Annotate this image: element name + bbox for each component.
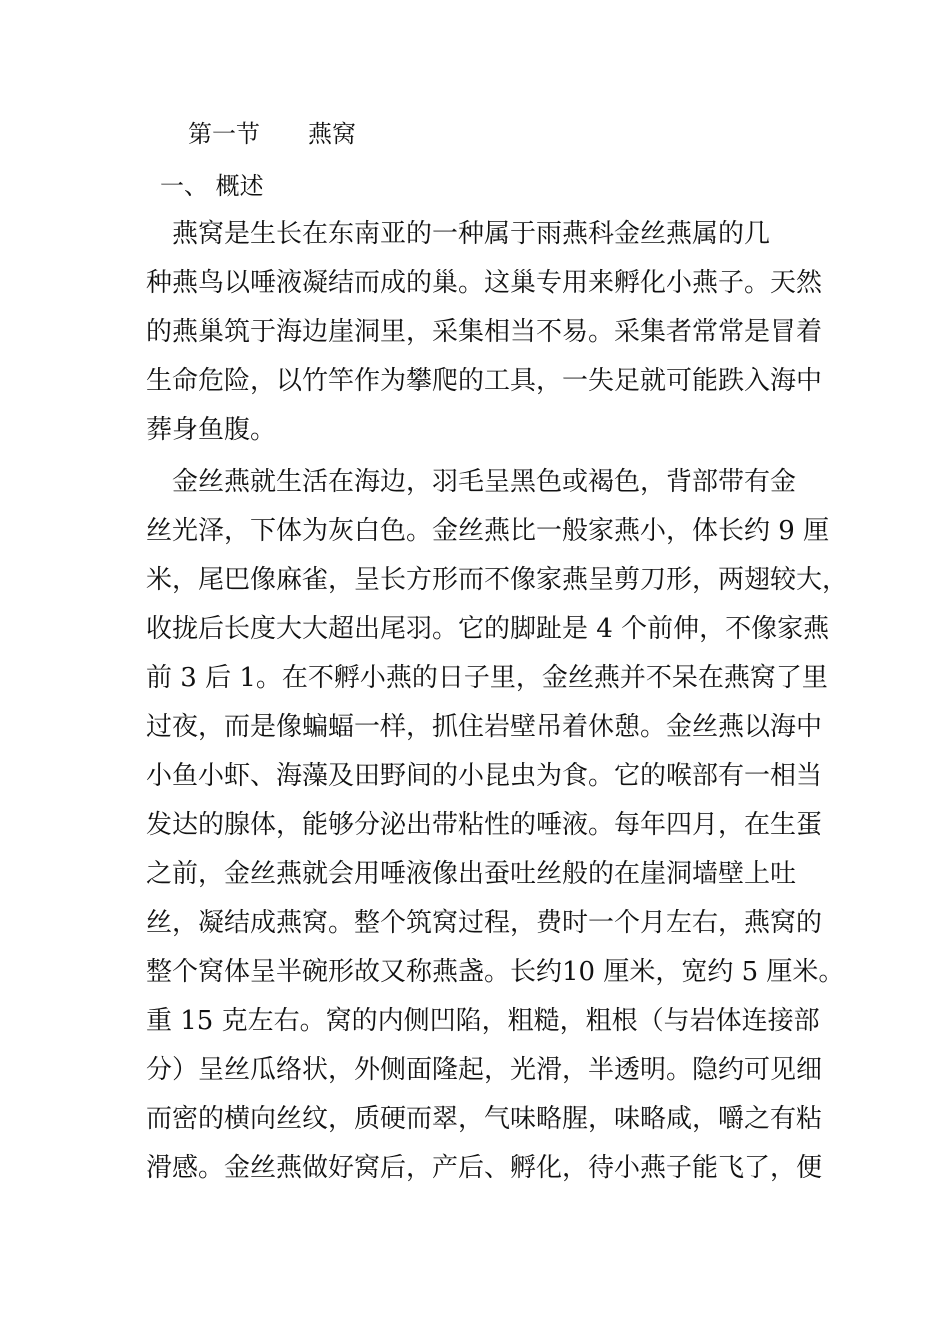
paragraph-line: 发达的腺体，能够分泌出带粘性的唾液。每年四月，在生蛋	[146, 810, 823, 840]
paragraph-line: 整个窝体呈半碗形故又称燕盏。长约10 厘米，宽约 5 厘米。	[146, 957, 845, 987]
paragraph-line: 前 3 后 1。在不孵小燕的日子里，金丝燕并不呆在燕窝了里	[146, 663, 828, 693]
paragraph-line: 重 15 克左右。窝的内侧凹陷，粗糙，粗根（与岩体连接部	[146, 1006, 820, 1036]
paragraph-line: 米，尾巴像麻雀，呈长方形而不像家燕呈剪刀形，两翅较大，	[146, 565, 849, 595]
paragraph-line: 丝光泽，下体为灰白色。金丝燕比一般家燕小，体长约 9 厘	[146, 516, 830, 546]
section-title: 第一节 燕窝	[188, 120, 356, 148]
paragraph-line: 分）呈丝瓜络状，外侧面隆起，光滑，半透明。隐约可见细	[146, 1055, 823, 1085]
paragraph-line: 小鱼小虾、海藻及田野间的小昆虫为食。它的喉部有一相当	[146, 761, 823, 791]
paragraph-line: 滑感。金丝燕做好窝后，产后、孵化，待小燕子能飞了，便	[146, 1153, 823, 1183]
paragraph-line: 过夜，而是像蝙蝠一样，抓住岩壁吊着休憩。金丝燕以海中	[146, 712, 823, 742]
paragraph-line: 燕窝是生长在东南亚的一种属于雨燕科金丝燕属的几	[146, 219, 771, 249]
paragraph-line: 生命危险，以竹竿作为攀爬的工具，一失足就可能跌入海中	[146, 366, 823, 396]
paragraph-line: 而密的横向丝纹，质硬而翠，气味略腥，味略咸，嚼之有粘	[146, 1104, 823, 1134]
paragraph-line: 的燕巢筑于海边崖洞里，采集相当不易。采集者常常是冒着	[146, 317, 823, 347]
paragraph-line: 葬身鱼腹。	[146, 415, 277, 445]
subsection-title: 一、 概述	[160, 172, 264, 200]
paragraph-line: 种燕鸟以唾液凝结而成的巢。这巢专用来孵化小燕子。天然	[146, 268, 823, 298]
paragraph-line: 丝，凝结成燕窝。整个筑窝过程，费时一个月左右，燕窝的	[146, 908, 823, 938]
paragraph-line: 金丝燕就生活在海边，羽毛呈黑色或褐色，背部带有金	[146, 467, 797, 497]
paragraph-line: 收拢后长度大大超出尾羽。它的脚趾是 4 个前伸，不像家燕	[146, 614, 830, 644]
paragraph-line: 之前，金丝燕就会用唾液像出蚕吐丝般的在崖洞墙壁上吐	[146, 859, 797, 889]
